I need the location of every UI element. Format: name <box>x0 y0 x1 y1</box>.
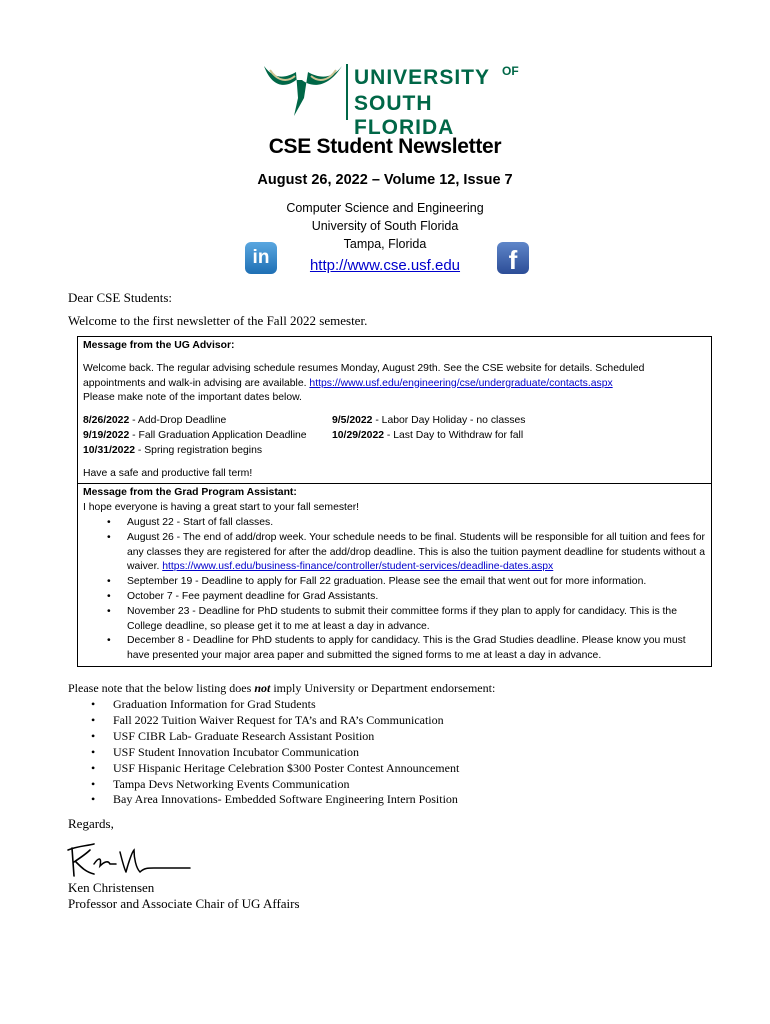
messages-box <box>77 336 712 667</box>
logo-divider <box>346 64 348 120</box>
list-item: • Fall 2022 Tuition Waiver Request for TA’s and RA’s Communication <box>113 713 459 729</box>
date-description: - Spring registration begins <box>135 444 263 456</box>
deadline-dates-link[interactable]: https://www.usf.edu/business-finance/controller/student-services/deadline-dates.aspx <box>162 561 554 573</box>
signer-name: Ken Christensen <box>68 880 155 895</box>
list-item: • Graduation Information for Grad Students <box>113 697 459 713</box>
linkedin-icon[interactable]: in <box>245 242 277 274</box>
handwritten-signature <box>64 838 194 880</box>
date-value: 10/31/2022 <box>83 444 136 456</box>
date-value: 10/29/2022 <box>332 429 385 441</box>
list-item: • USF Student Innovation Incubator Communication <box>113 745 459 761</box>
department-line: Computer Science and Engineering <box>286 201 484 215</box>
ug-advisor-section <box>78 337 711 483</box>
ug-advisor-intro-text: Welcome back. The regular advising schedule resumes Monday, August 29th. See the CSE website for details. Scheduled appointments and walk-in advising are available. <box>83 362 645 389</box>
grad-deadlines-list <box>83 516 707 664</box>
date-description: - Add-Drop Deadline <box>129 415 227 427</box>
date-entry <box>83 414 332 429</box>
date-description: - Last Day to Withdraw for fall <box>384 429 524 441</box>
date-value: 9/5/2022 <box>332 415 373 427</box>
list-item: • Tampa Devs Networking Events Communication <box>113 777 459 793</box>
logo-south-florida-text: SOUTH FLORIDA <box>354 92 455 139</box>
list-item-text: August 26 - The end of add/drop week. Your schedule needs to be final. Students will be responsible for all tuition and fees for any classes they are registered for after the add/drop deadline. This is also the tuition payment deadline for students without a waiver. <box>127 531 706 573</box>
regards: Regards, <box>68 816 114 831</box>
ug-advisor-intro <box>83 362 707 392</box>
city-line: Tampa, Florida <box>343 237 427 251</box>
grad-assistant-intro: I hope everyone is having a great start to your fall semester! <box>83 502 360 514</box>
date-description: - Fall Graduation Application Deadline <box>129 429 307 441</box>
date-value: 9/19/2022 <box>83 429 130 441</box>
list-item: • August 22 - Start of fall classes. <box>127 516 707 531</box>
dates-column-right <box>332 414 692 458</box>
website-link[interactable]: http://www.cse.usf.edu <box>309 257 461 274</box>
greeting: Dear CSE Students: <box>68 290 172 305</box>
ug-advisor-title: Message from the UG Advisor: <box>83 340 235 351</box>
usf-logo <box>262 58 519 139</box>
newsletter-title: CSE Student Newsletter <box>268 135 502 158</box>
logo-university-text: UNIVERSITY <box>354 66 491 89</box>
date-description: - Labor Day Holiday - no classes <box>372 415 526 427</box>
disclaimer-emphasis: not <box>254 681 271 695</box>
welcome-line: Welcome to the first newsletter of the Fall 2022 semester. <box>68 313 368 328</box>
dates-column-left <box>83 414 332 458</box>
list-item: • September 19 - Deadline to apply for Fall 22 graduation. Please see the email that went out for more information. <box>127 575 707 590</box>
issue-line: August 26, 2022 – Volume 12, Issue 7 <box>257 172 513 188</box>
ug-contacts-link[interactable]: https://www.usf.edu/engineering/cse/undergraduate/contacts.aspx <box>309 377 613 389</box>
list-item: • Bay Area Innovations- Embedded Software Engineering Intern Position <box>113 792 459 808</box>
signer-title: Professor and Associate Chair of UG Affairs <box>68 896 300 911</box>
date-entry <box>83 444 332 459</box>
ug-advisor-closing: Have a safe and productive fall term! <box>83 467 253 479</box>
list-item: • USF Hispanic Heritage Celebration $300 Poster Contest Announcement <box>113 761 459 777</box>
logo-of-text: OF <box>502 64 519 78</box>
list-item: • November 23 - Deadline for PhD students to submit their committee forms if they plan to apply for candidacy. This is the College deadline, so please get it to me at least a day in advance. <box>127 605 707 635</box>
list-item: • October 7 - Fee payment deadline for Grad Assistants. <box>127 590 707 605</box>
disclaimer-before: Please note that the below listing does <box>68 681 255 695</box>
facebook-icon[interactable]: f <box>497 242 529 274</box>
endorsement-disclaimer <box>68 681 495 696</box>
date-entry <box>83 429 332 444</box>
ug-advisor-note: Please make note of the important dates below. <box>83 392 302 404</box>
list-item: • December 8 - Deadline for PhD students to apply for candidacy. This is the Grad Studies deadline. Please know you must have presented your major area paper and submitted the signed forms to me at least a day in advance. <box>127 634 707 664</box>
grad-assistant-section <box>78 483 711 666</box>
list-item: • USF CIBR Lab- Graduate Research Assistant Position <box>113 729 459 745</box>
grad-assistant-title: Message from the Grad Program Assistant: <box>83 487 297 499</box>
date-entry <box>332 414 692 429</box>
list-item <box>127 531 707 575</box>
announcements-list <box>113 697 459 808</box>
university-line: University of South Florida <box>311 219 459 233</box>
disclaimer-after: imply University or Department endorsement: <box>270 681 496 695</box>
usf-bull-horns-icon <box>262 58 344 120</box>
date-entry <box>332 429 692 444</box>
important-dates <box>83 414 707 458</box>
date-value: 8/26/2022 <box>83 415 130 427</box>
